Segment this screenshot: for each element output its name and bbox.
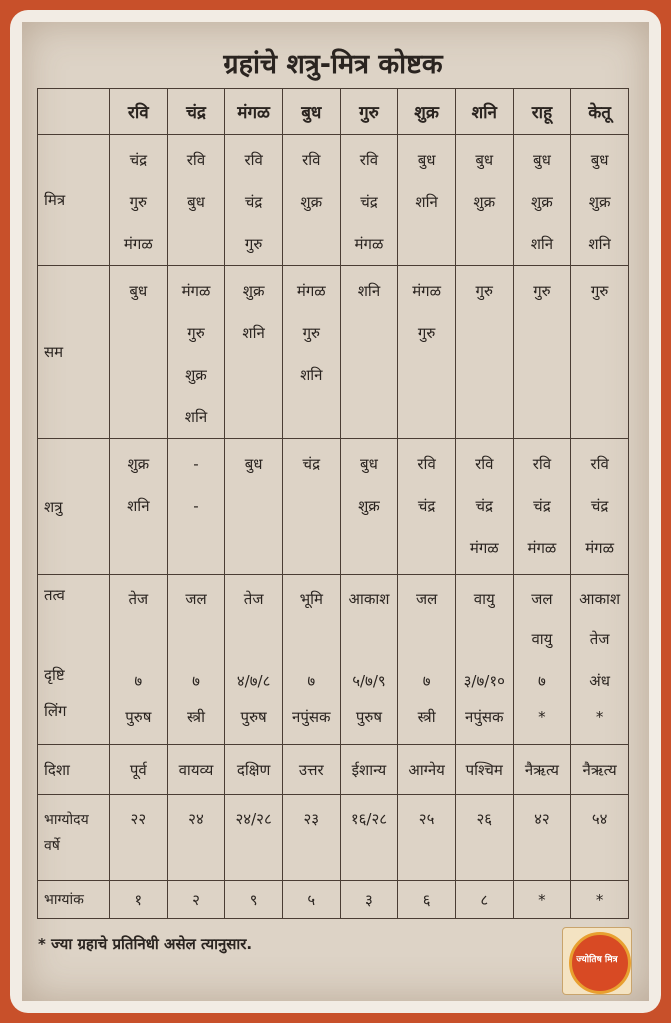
mitra-value: बुध <box>533 151 551 169</box>
bhagyoday-cell: २२ <box>110 795 168 881</box>
sam-cell <box>455 266 513 439</box>
ling-value: पुरुष <box>355 708 383 726</box>
row-shatru <box>38 439 629 575</box>
shatru-value: मंगळ <box>585 539 615 557</box>
shatru-cell <box>282 439 340 575</box>
disha-cell: वायव्य <box>167 745 225 795</box>
planet-header: गुरु <box>340 89 398 135</box>
shatru-value: चंद्र <box>475 497 494 515</box>
bhagyank-cell: ६ <box>398 881 456 919</box>
sam-value: शनि <box>357 282 381 300</box>
row-properties <box>38 575 629 745</box>
header-row <box>38 89 629 135</box>
row-bhagyoday <box>38 795 629 881</box>
disha-cell: पूर्व <box>110 745 168 795</box>
shatru-value: चंद्र <box>302 455 321 473</box>
ling-value: स्त्री <box>417 708 436 726</box>
mitra-value: बुध <box>475 151 494 169</box>
mitra-value: शुक्र <box>473 193 496 211</box>
sam-value: बुध <box>129 282 148 300</box>
sam-cell <box>340 266 398 439</box>
shatru-value: चंद्र <box>590 497 609 515</box>
row-label-mitra: मित्र <box>38 135 110 266</box>
sam-cell <box>571 266 629 439</box>
bhagyank-cell: ३ <box>340 881 398 919</box>
properties-cell <box>398 575 456 745</box>
sam-value: गुरु <box>590 282 609 300</box>
planet-header: केतू <box>571 89 629 135</box>
ling-value: पुरुष <box>125 708 152 726</box>
logo-text: ज्योतिष मित्र <box>576 955 618 965</box>
bhagyoday-cell: २६ <box>455 795 513 881</box>
disha-cell: नैऋत्य <box>513 745 571 795</box>
sam-value: गुरु <box>475 282 493 300</box>
properties-cell <box>282 575 340 745</box>
planet-header: चंद्र <box>167 89 225 135</box>
planet-header: राहू <box>513 89 571 135</box>
mitra-cell <box>398 135 456 266</box>
label-drushti: दृष्टि <box>44 666 65 684</box>
tatva-value: तेज <box>589 630 610 648</box>
mitra-value: बुध <box>417 151 436 169</box>
row-label-shatru: शत्रु <box>38 439 110 575</box>
ling-value: स्त्री <box>186 708 205 726</box>
shatru-cell <box>110 439 168 575</box>
ling-value: नपुंसक <box>465 708 504 726</box>
tatva-group <box>225 579 282 663</box>
tatva-value: आकाश <box>348 590 390 608</box>
bhagyank-cell: ८ <box>455 881 513 919</box>
mitra-cell <box>340 135 398 266</box>
properties-cell <box>455 575 513 745</box>
tatva-value: तेज <box>128 590 149 608</box>
shatru-value: मंगळ <box>469 539 499 557</box>
bhagyoday-cell: ५४ <box>571 795 629 881</box>
tatva-value: जल <box>531 590 553 608</box>
planet-header: रवि <box>110 89 168 135</box>
mitra-cell <box>110 135 168 266</box>
shatru-value: - <box>193 455 199 473</box>
shatru-cell <box>225 439 283 575</box>
mitra-value: शुक्र <box>300 193 323 211</box>
row-label-bhagyoday: भाग्योदय वर्षे <box>38 795 110 881</box>
disha-cell: उत्तर <box>282 745 340 795</box>
shatru-cell <box>167 439 225 575</box>
footnote: * ज्या ग्रहाचे प्रतिनिधी असेल त्यानुसार. <box>38 935 253 953</box>
mitra-value: बुध <box>187 193 205 211</box>
sam-cell <box>282 266 340 439</box>
bhagyoday-cell: १६/२८ <box>340 795 398 881</box>
ling-value: * <box>538 708 546 726</box>
row-label-properties <box>38 575 110 745</box>
tatva-group <box>514 579 571 663</box>
planet-friendship-table <box>37 88 629 919</box>
drushti-value: ७ <box>538 672 546 690</box>
sam-value: शनि <box>184 408 208 426</box>
shatru-cell <box>340 439 398 575</box>
mitra-value: शनि <box>530 235 554 253</box>
sam-cell <box>513 266 571 439</box>
disha-cell: ईशान्य <box>340 745 398 795</box>
sam-cell <box>398 266 456 439</box>
tatva-value: वायु <box>531 630 553 648</box>
bhagyoday-cell: २४/२८ <box>225 795 283 881</box>
shatru-value: शुक्र <box>127 455 150 473</box>
tatva-group <box>571 579 628 663</box>
mitra-value: रवि <box>302 151 321 169</box>
label-ling: लिंग <box>44 702 67 720</box>
mitra-cell <box>571 135 629 266</box>
mitra-value: गुरु <box>244 235 263 253</box>
sam-value: शनि <box>300 366 323 384</box>
bhagyank-cell: ५ <box>282 881 340 919</box>
mitra-value: चंद्र <box>244 193 263 211</box>
row-mitra <box>38 135 629 266</box>
drushti-value: ५/७/९ <box>352 672 386 690</box>
tatva-value: जल <box>185 590 207 608</box>
properties-cell <box>225 575 283 745</box>
drushti-value: ४/७/८ <box>236 672 271 690</box>
mitra-value: शुक्र <box>588 193 611 211</box>
shatru-value: रवि <box>590 455 609 473</box>
tatva-value: आकाश <box>579 590 621 608</box>
jyotish-mitra-logo <box>562 927 632 995</box>
sam-value: गुरु <box>533 282 551 300</box>
shatru-value: शुक्र <box>358 497 380 515</box>
shatru-value: रवि <box>475 455 494 473</box>
planet-header: शनि <box>455 89 513 135</box>
tatva-group <box>398 579 455 663</box>
shatru-cell <box>571 439 629 575</box>
shatru-cell <box>455 439 513 575</box>
bhagyoday-cell: २५ <box>398 795 456 881</box>
planet-header: बुध <box>282 89 340 135</box>
mitra-value: रवि <box>244 151 263 169</box>
row-disha <box>38 745 629 795</box>
sam-value: शुक्र <box>242 282 265 300</box>
bhagyank-cell: * <box>571 881 629 919</box>
label-tatva: तत्व <box>44 586 65 604</box>
shatru-value: रवि <box>417 455 436 473</box>
mitra-cell <box>282 135 340 266</box>
mitra-value: शनि <box>588 235 611 253</box>
drushti-value: ७ <box>134 672 143 690</box>
mitra-value: रवि <box>359 151 379 169</box>
disha-cell: आग्नेय <box>398 745 456 795</box>
shatru-value: - <box>193 497 199 515</box>
sam-value: गुरु <box>187 324 205 342</box>
bhagyoday-cell: २३ <box>282 795 340 881</box>
mitra-value: बुध <box>590 151 609 169</box>
planet-header: मंगळ <box>225 89 283 135</box>
disha-cell: दक्षिण <box>225 745 283 795</box>
mitra-value: शुक्र <box>531 193 553 211</box>
mitra-value: रवि <box>186 151 206 169</box>
shatru-value: रवि <box>532 455 552 473</box>
drushti-value: ३/७/१० <box>463 672 505 690</box>
shatru-value: मंगळ <box>527 539 557 557</box>
mitra-cell <box>225 135 283 266</box>
row-label-bhagyank: भाग्यांक <box>38 881 110 919</box>
tatva-group <box>168 579 225 663</box>
shatru-cell <box>513 439 571 575</box>
shatru-value: शनि <box>127 497 150 515</box>
bhagyoday-cell: २४ <box>167 795 225 881</box>
row-sam <box>38 266 629 439</box>
mitra-value: मंगळ <box>354 235 384 253</box>
disha-cell: पश्चिम <box>455 745 513 795</box>
mitra-cell <box>513 135 571 266</box>
shatru-value: चंद्र <box>533 497 551 515</box>
mitra-value: चंद्र <box>360 193 378 211</box>
tatva-value: जल <box>415 590 438 608</box>
drushti-value: अंध <box>589 672 610 690</box>
tatva-group <box>341 579 398 663</box>
ling-value: पुरुष <box>240 708 267 726</box>
drushti-value: ७ <box>307 672 316 690</box>
sam-value: मंगळ <box>296 282 326 300</box>
mitra-value: गुरु <box>129 193 148 211</box>
sam-value: गुरु <box>302 324 320 342</box>
ling-value: * <box>595 708 604 726</box>
shatru-value: चंद्र <box>417 497 436 515</box>
bhagyank-cell: ९ <box>225 881 283 919</box>
shatru-value: बुध <box>244 455 263 473</box>
drushti-value: ७ <box>192 672 200 690</box>
mitra-value: चंद्र <box>129 151 148 169</box>
mitra-cell <box>455 135 513 266</box>
bhagyank-cell: २ <box>167 881 225 919</box>
tatva-group <box>110 579 167 663</box>
bhagyank-cell: १ <box>110 881 168 919</box>
tatva-value: भूमि <box>299 590 323 608</box>
sam-value: शुक्र <box>185 366 207 384</box>
mitra-value: शनि <box>415 193 438 211</box>
sam-value: मंगळ <box>181 282 211 300</box>
tatva-group <box>283 579 340 663</box>
properties-cell <box>513 575 571 745</box>
properties-cell <box>167 575 225 745</box>
row-bhagyank <box>38 881 629 919</box>
sam-value: शनि <box>242 324 265 342</box>
ling-value: नपुंसक <box>292 708 331 726</box>
bhagyank-cell: * <box>513 881 571 919</box>
properties-cell <box>571 575 629 745</box>
bhagyoday-cell: ४२ <box>513 795 571 881</box>
sam-cell <box>225 266 283 439</box>
disha-cell: नैऋत्य <box>571 745 629 795</box>
shatru-cell <box>398 439 456 575</box>
mitra-value: मंगळ <box>123 235 153 253</box>
drushti-value: ७ <box>422 672 431 690</box>
mitra-cell <box>167 135 225 266</box>
row-label-disha: दिशा <box>38 745 110 795</box>
properties-cell <box>110 575 168 745</box>
properties-cell <box>340 575 398 745</box>
tatva-group <box>456 579 513 663</box>
planet-header: शुक्र <box>398 89 456 135</box>
tatva-value: तेज <box>243 590 264 608</box>
sam-value: मंगळ <box>412 282 442 300</box>
corner-cell <box>38 89 110 135</box>
tatva-value: वायु <box>473 590 495 608</box>
page-title: ग्रहांचे शत्रु-मित्र कोष्टक <box>223 49 443 80</box>
sam-value: गुरु <box>417 324 436 342</box>
sam-cell <box>167 266 225 439</box>
shatru-value: बुध <box>360 455 378 473</box>
sam-cell <box>110 266 168 439</box>
row-label-sam: सम <box>38 266 110 439</box>
